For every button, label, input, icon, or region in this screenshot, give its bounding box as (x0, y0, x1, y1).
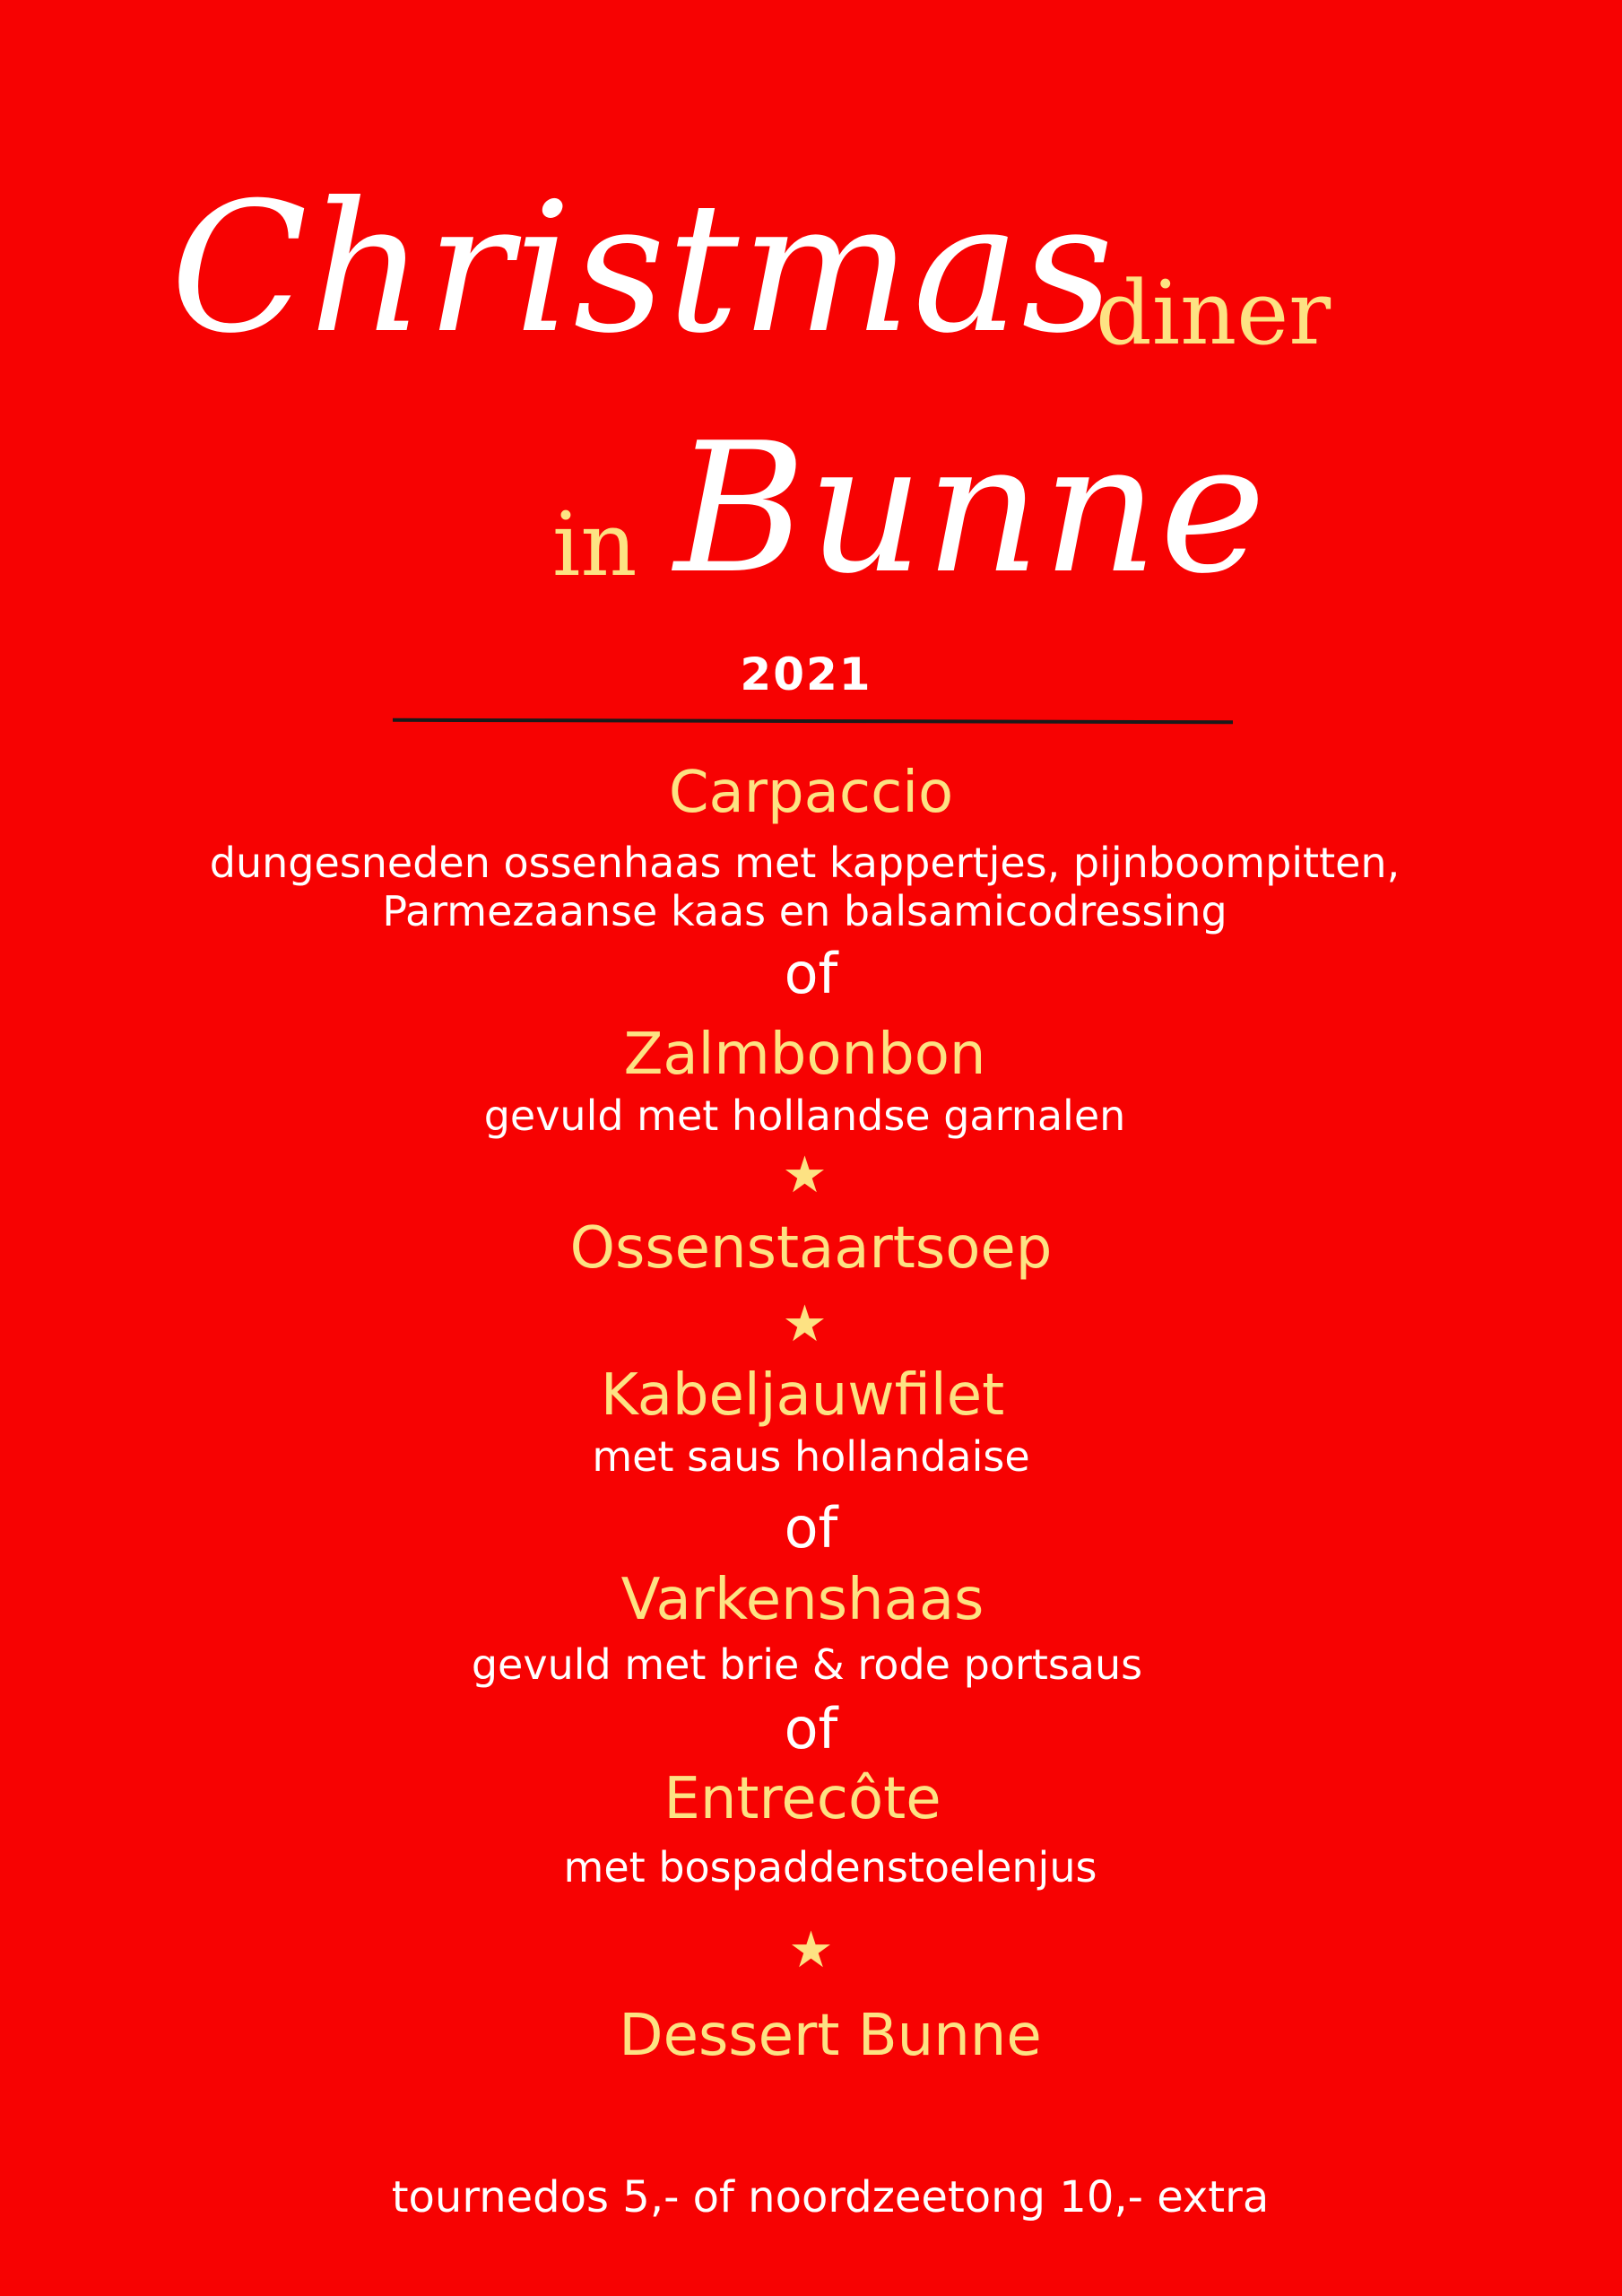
star-separator-2: ★ (782, 1295, 828, 1353)
dish-zalmbonbon: Zalmbonbon (623, 1022, 986, 1088)
or-label-1: of (784, 941, 838, 1006)
star-separator-1: ★ (782, 1146, 828, 1205)
divider-line (393, 718, 1233, 724)
dish-dessert: Dessert Bunne (619, 2003, 1042, 2069)
dish-entrecote: Entrecôte (664, 1766, 941, 1832)
star-separator-3: ★ (788, 1921, 834, 1979)
footer-note: tournedos 5,- of noordzeetong 10,- extra (391, 2172, 1270, 2222)
or-label-3: of (784, 1696, 838, 1761)
year: 2021 (740, 648, 872, 700)
dish-carpaccio: Carpaccio (668, 760, 954, 826)
title-in: in (552, 494, 638, 596)
desc-varkenshaas: gevuld met brie & rode portsaus (471, 1640, 1143, 1689)
desc-zalmbonbon: gevuld met hollandse garnalen (483, 1091, 1126, 1140)
dish-ossenstaartsoep: Ossenstaartsoep (569, 1215, 1053, 1282)
desc-kabeljauwfilet: met saus hollandaise (592, 1432, 1030, 1481)
desc-carpaccio-line1: dungesneden ossenhaas met kappertjes, pijnboompitten, (209, 839, 1401, 887)
dish-varkenshaas: Varkenshaas (620, 1567, 984, 1633)
or-label-2: of (784, 1495, 838, 1561)
title-bunne: Bunne (674, 404, 1268, 613)
title-diner: diner (1096, 263, 1331, 365)
desc-carpaccio-line2: Parmezaanse kaas en balsamicodressing (382, 887, 1227, 935)
title-christmas: Christmas (170, 164, 1115, 373)
desc-entrecote: met bospaddenstoelenjus (563, 1843, 1097, 1892)
dish-kabeljauwfilet: Kabeljauwfilet (600, 1362, 1005, 1429)
